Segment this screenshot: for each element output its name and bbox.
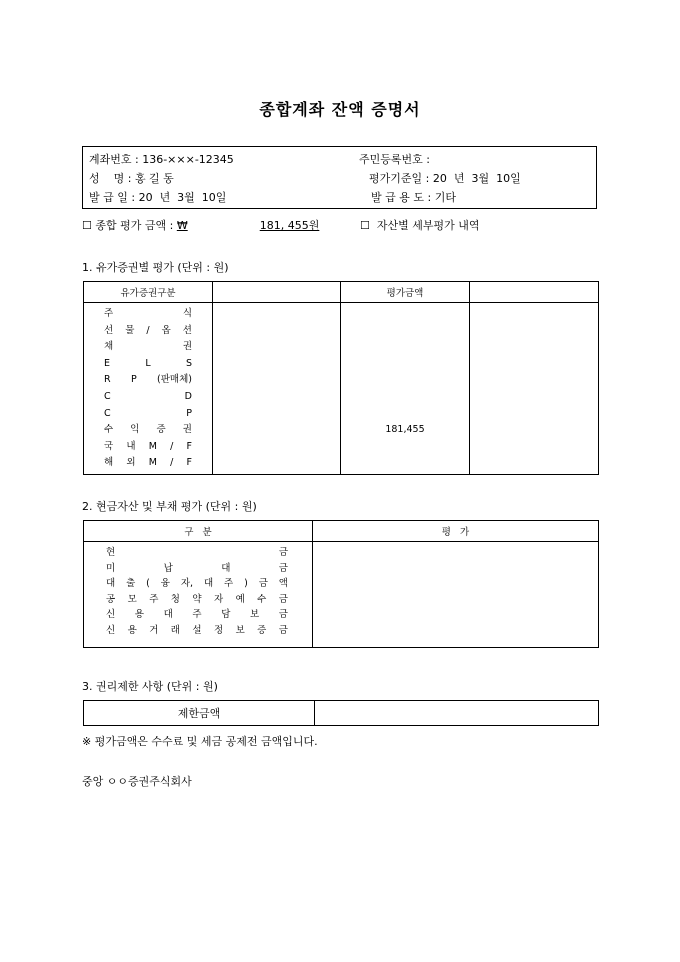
list-item-char: 금 (278, 547, 288, 558)
list-item-char: 정 (213, 624, 224, 636)
list-item-char: 해 (104, 457, 114, 469)
list-item-char: 주 (149, 593, 159, 605)
account-number-value: 136-×××-12345 (142, 153, 234, 166)
securities-amount-value (341, 356, 469, 373)
total-evaluation-label: ☐ 종합 평가 금액 : (82, 219, 177, 232)
list-item (84, 406, 212, 423)
securities-amount-value (341, 306, 469, 323)
list-item-char: S (185, 357, 192, 369)
list-item-char: P (130, 374, 137, 386)
list-item-char: 청 (170, 593, 180, 605)
list-item (84, 607, 312, 623)
securities-amount-header: 평가금액 (341, 282, 470, 303)
list-item-char: 권 (182, 341, 192, 353)
cash-category-list (84, 542, 313, 648)
asset-detail-check[interactable]: ☐ 자산별 세부평가 내역 (360, 219, 480, 232)
list-item-char: 약 (192, 593, 202, 605)
currency-symbol: ₩ (176, 219, 188, 232)
list-item (84, 389, 212, 406)
issuer-name: 중앙 ㅇㅇ증권주식회사 (82, 775, 192, 788)
list-item-char: C (104, 390, 111, 402)
total-amount-value: 181, 455원 (259, 219, 320, 232)
list-item-char: F (186, 457, 192, 469)
evaluation-date (369, 170, 521, 186)
total-evaluation-check[interactable] (82, 217, 319, 233)
holder-name-label: 성 명 : (89, 172, 135, 185)
holder-name (89, 170, 174, 186)
securities-amount-value (341, 372, 469, 389)
list-item-char: 현 (106, 547, 116, 558)
list-item-char: 내 (126, 440, 136, 452)
list-item-char: 수 (257, 593, 267, 605)
list-item-char: R (104, 374, 111, 386)
list-item (84, 592, 312, 608)
list-item-char: 금 (278, 624, 288, 636)
list-item-char: 거 (149, 624, 159, 636)
securities-amount-value (341, 339, 469, 356)
list-item (84, 561, 312, 577)
cash-liability-table (83, 520, 599, 648)
list-item-char: 금 (278, 593, 288, 605)
issue-date (89, 189, 226, 205)
list-item-char: M (148, 440, 157, 452)
list-item-char: 래 (170, 624, 180, 636)
list-item-char: 수 (104, 424, 114, 436)
cash-body-row (84, 542, 599, 648)
securities-amount-value (341, 323, 469, 340)
list-item-char: ) (244, 578, 248, 589)
list-item-char: 금 (278, 609, 288, 620)
list-item-char: 융 (160, 578, 170, 589)
list-item (84, 323, 212, 340)
list-item-char: 신 (106, 624, 116, 636)
list-item-char: 신 (106, 609, 116, 620)
list-item-char: 주 (192, 609, 202, 620)
list-item-char: 납 (163, 562, 173, 574)
securities-header-row (84, 282, 599, 303)
list-item-char: 용 (127, 624, 137, 636)
list-item-char: 대 (106, 578, 116, 589)
restriction-amount-label: 제한금액 (84, 701, 315, 726)
securities-type-header: 유가증권구분 (84, 282, 213, 303)
list-item-char: 담 (221, 609, 231, 620)
restriction-amount-value (315, 701, 599, 726)
list-item (84, 356, 212, 373)
list-item-char: 모 (127, 593, 137, 605)
account-number-label: 계좌번호 : (89, 153, 143, 166)
evaluation-date-label: 평가기준일 : (369, 172, 433, 185)
securities-amount-value (341, 406, 469, 423)
list-item (84, 339, 212, 356)
list-item-char: 대 (163, 609, 173, 620)
securities-table (83, 281, 599, 475)
list-item-char: 금 (258, 578, 268, 589)
list-item-char: 주 (224, 578, 234, 589)
issue-date-value: 20 년 3월 10일 (138, 191, 227, 204)
list-item-char: / (146, 324, 150, 336)
issue-date-label: 발 급 일 : (89, 191, 139, 204)
list-item-char: P (186, 407, 192, 419)
list-item (84, 455, 212, 472)
list-item (84, 422, 212, 439)
list-item-char: 출 (126, 578, 136, 589)
list-item-char: 채 (104, 341, 114, 353)
list-item-char: 권 (182, 424, 192, 436)
list-item-char: 식 (182, 308, 192, 319)
list-item-char: 대 (203, 578, 214, 589)
list-item-char: 보 (249, 609, 260, 620)
list-item-char: 공 (106, 593, 116, 605)
securities-amount-value (341, 439, 469, 456)
list-item (84, 439, 212, 456)
list-item-char: L (145, 357, 151, 369)
section3-heading: 3. 권리제한 사항 (단위 : 원) (82, 680, 218, 693)
cash-evaluation-header: 평 가 (313, 521, 599, 542)
resident-number-label: 주민등록번호 : (359, 153, 430, 166)
list-item-char: 주 (104, 308, 114, 319)
section1-heading: 1. 유가증권별 평가 (단위 : 원) (82, 261, 229, 274)
list-item-char: 증 (156, 424, 166, 436)
securities-body-row (84, 303, 599, 475)
list-item-char: M (148, 457, 157, 469)
list-item-char: 용 (134, 609, 144, 620)
securities-blank-header-2 (470, 282, 599, 303)
issue-purpose (371, 189, 456, 205)
list-item-char: 션 (182, 324, 192, 336)
evaluation-date-value: 20 년 3월 10일 (432, 172, 521, 185)
list-item-char: / (170, 457, 174, 469)
list-item (84, 372, 212, 389)
list-item-char: 외 (126, 457, 136, 469)
cash-evaluation-col (313, 542, 599, 648)
list-item-char: 보 (235, 624, 245, 636)
list-item-char: 금 (278, 562, 288, 574)
list-item (84, 623, 312, 639)
list-item (84, 576, 312, 592)
issue-purpose-value: 기타 (434, 191, 456, 204)
list-item-char: 옵 (161, 324, 171, 336)
restriction-row (84, 701, 599, 726)
restriction-table (83, 700, 599, 726)
account-number (89, 151, 234, 167)
list-item-char: ( (146, 578, 150, 589)
issue-purpose-label: 발 급 용 도 : (371, 191, 435, 204)
list-item-char: 증 (257, 624, 267, 636)
list-item-char: D (184, 390, 192, 402)
list-item-char: 자, (180, 578, 194, 589)
securities-blank-col-2 (470, 303, 599, 475)
resident-number (359, 151, 430, 167)
securities-amount-value: 181,455 (385, 424, 425, 436)
list-item-char: 자 (213, 593, 224, 605)
holder-name-value: 홍 길 동 (134, 172, 174, 185)
securities-amount-list (341, 303, 470, 475)
securities-type-list (84, 303, 213, 475)
list-item (84, 545, 312, 561)
securities-amount-value (341, 455, 469, 472)
cash-category-header: 구 분 (84, 521, 313, 542)
securities-blank-header-1 (213, 282, 341, 303)
list-item-char: 예 (235, 593, 245, 605)
list-item-char: C (104, 407, 111, 419)
list-item-char: (판매체) (157, 374, 192, 386)
list-item-char: 미 (106, 562, 116, 574)
list-item-char: / (170, 440, 174, 452)
total-evaluation-amount (177, 219, 320, 232)
list-item-char: E (104, 357, 111, 369)
list-item-char: 물 (125, 324, 135, 336)
securities-amount-value (341, 389, 469, 406)
cash-header-row (84, 521, 599, 542)
list-item-char: 설 (192, 624, 202, 636)
list-item-char: 익 (130, 424, 140, 436)
section2-heading: 2. 현금자산 및 부채 평가 (단위 : 원) (82, 500, 257, 513)
securities-blank-col-1 (213, 303, 341, 475)
document-title: 종합계좌 잔액 증명서 (259, 100, 421, 119)
list-item (84, 306, 212, 323)
list-item-char: 대 (221, 562, 231, 574)
list-item-char: 국 (104, 440, 114, 452)
list-item-char: 선 (104, 324, 114, 336)
fee-tax-note: ※ 평가금액은 수수료 및 세금 공제전 금액입니다. (82, 735, 318, 748)
list-item-char: 액 (278, 578, 288, 589)
list-item-char: F (186, 440, 192, 452)
